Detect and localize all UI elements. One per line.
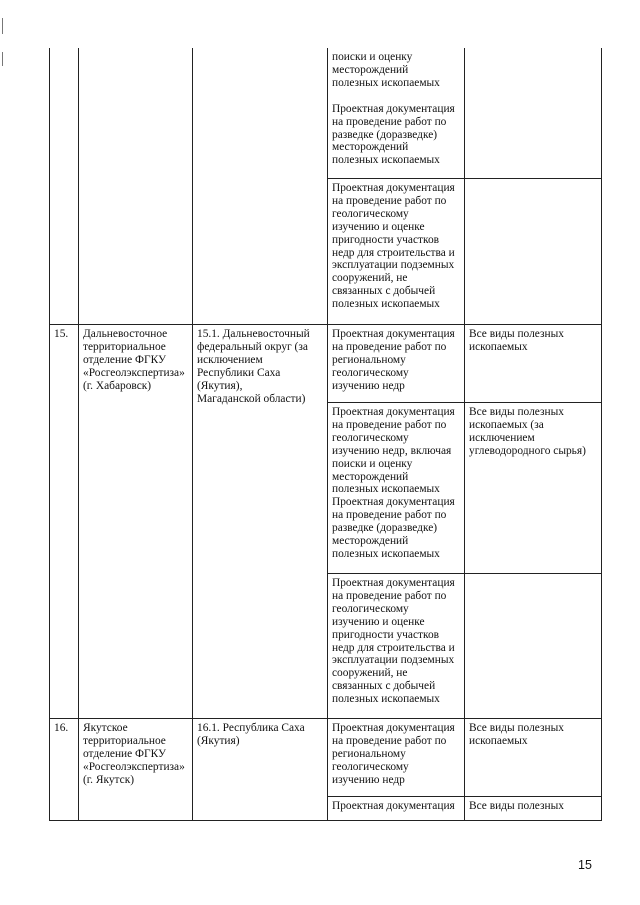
minerals-cell bbox=[465, 48, 602, 179]
row-number: 15. bbox=[54, 328, 69, 340]
minerals-cell bbox=[465, 403, 602, 574]
margin-mark-middle bbox=[2, 52, 3, 66]
number-cell bbox=[50, 719, 79, 821]
document-text: поиски и оценку месторождений полезных ископаемых bbox=[332, 51, 440, 89]
page-number: 15 bbox=[578, 858, 592, 872]
document-text: Проектная документация на проведение работ по геологическому изучению и оценке пригодности участков недр для строительства и эксплуатации подземных сооружений, не связанных с добычей полезных ископаемых bbox=[332, 182, 455, 311]
organization-name: Якутское территориальное отделение ФГКУ «Росгеолэкспертиза» (г. Якутск) bbox=[83, 722, 185, 786]
document-text: Проектная документация на проведение работ по региональному геологическому изучению недр bbox=[332, 328, 455, 392]
document-text: Проектная документация на проведение работ по разведке (доразведке) месторождений полезных ископаемых bbox=[332, 102, 455, 167]
document-type-cell bbox=[328, 797, 465, 821]
row-number: 16. bbox=[54, 722, 69, 734]
margin-mark-top bbox=[2, 18, 3, 34]
table-row bbox=[50, 325, 602, 403]
document-type-cell bbox=[328, 48, 465, 179]
table-row bbox=[50, 48, 602, 179]
region-cell bbox=[193, 719, 328, 821]
document-text: Проектная документация на проведение работ по геологическому изучению недр, включая поиски и оценку месторождений полезных ископаемых Проектная документация на проведение работ по разведке (доразведке) месторождений полезных ископаемых bbox=[332, 406, 455, 560]
region-name: 16.1. Республика Саха (Якутия) bbox=[197, 722, 305, 747]
minerals-cell bbox=[465, 574, 602, 719]
minerals-cell bbox=[465, 325, 602, 403]
region-name: 15.1. Дальневосточный федеральный округ (за исключением Республики Саха (Якутия), Магаданской области) bbox=[197, 328, 310, 405]
minerals-text: Все виды полезных ископаемых bbox=[469, 328, 564, 353]
document-type-cell bbox=[328, 179, 465, 325]
region-cell bbox=[193, 48, 328, 325]
document-text: Проектная документация на проведение работ по геологическому изучению и оценке пригодности участков недр для строительства и эксплуатации подземных сооружений, не связанных с добычей полезных ископаемых bbox=[332, 577, 455, 706]
region-cell bbox=[193, 325, 328, 719]
organization-cell bbox=[79, 48, 193, 325]
organization-cell bbox=[79, 325, 193, 719]
document-type-cell bbox=[328, 403, 465, 574]
document-text: Проектная документация bbox=[332, 800, 455, 812]
document-type-cell bbox=[328, 719, 465, 797]
document-type-cell bbox=[328, 574, 465, 719]
number-cell bbox=[50, 325, 79, 719]
minerals-text: Все виды полезных ископаемых (за исключением углеводородного сырья) bbox=[469, 406, 586, 457]
minerals-cell bbox=[465, 179, 602, 325]
number-cell bbox=[50, 48, 79, 325]
document-table bbox=[49, 48, 602, 821]
organization-name: Дальневосточное территориальное отделение ФГКУ «Росгеолэкспертиза» (г. Хабаровск) bbox=[83, 328, 185, 392]
minerals-cell bbox=[465, 797, 602, 821]
document-type-cell bbox=[328, 325, 465, 403]
organization-cell bbox=[79, 719, 193, 821]
table-row bbox=[50, 719, 602, 797]
minerals-text: Все виды полезных ископаемых bbox=[469, 722, 564, 747]
minerals-text: Все виды полезных bbox=[469, 800, 564, 812]
minerals-cell bbox=[465, 719, 602, 797]
document-text: Проектная документация на проведение работ по региональному геологическому изучению недр bbox=[332, 722, 455, 786]
